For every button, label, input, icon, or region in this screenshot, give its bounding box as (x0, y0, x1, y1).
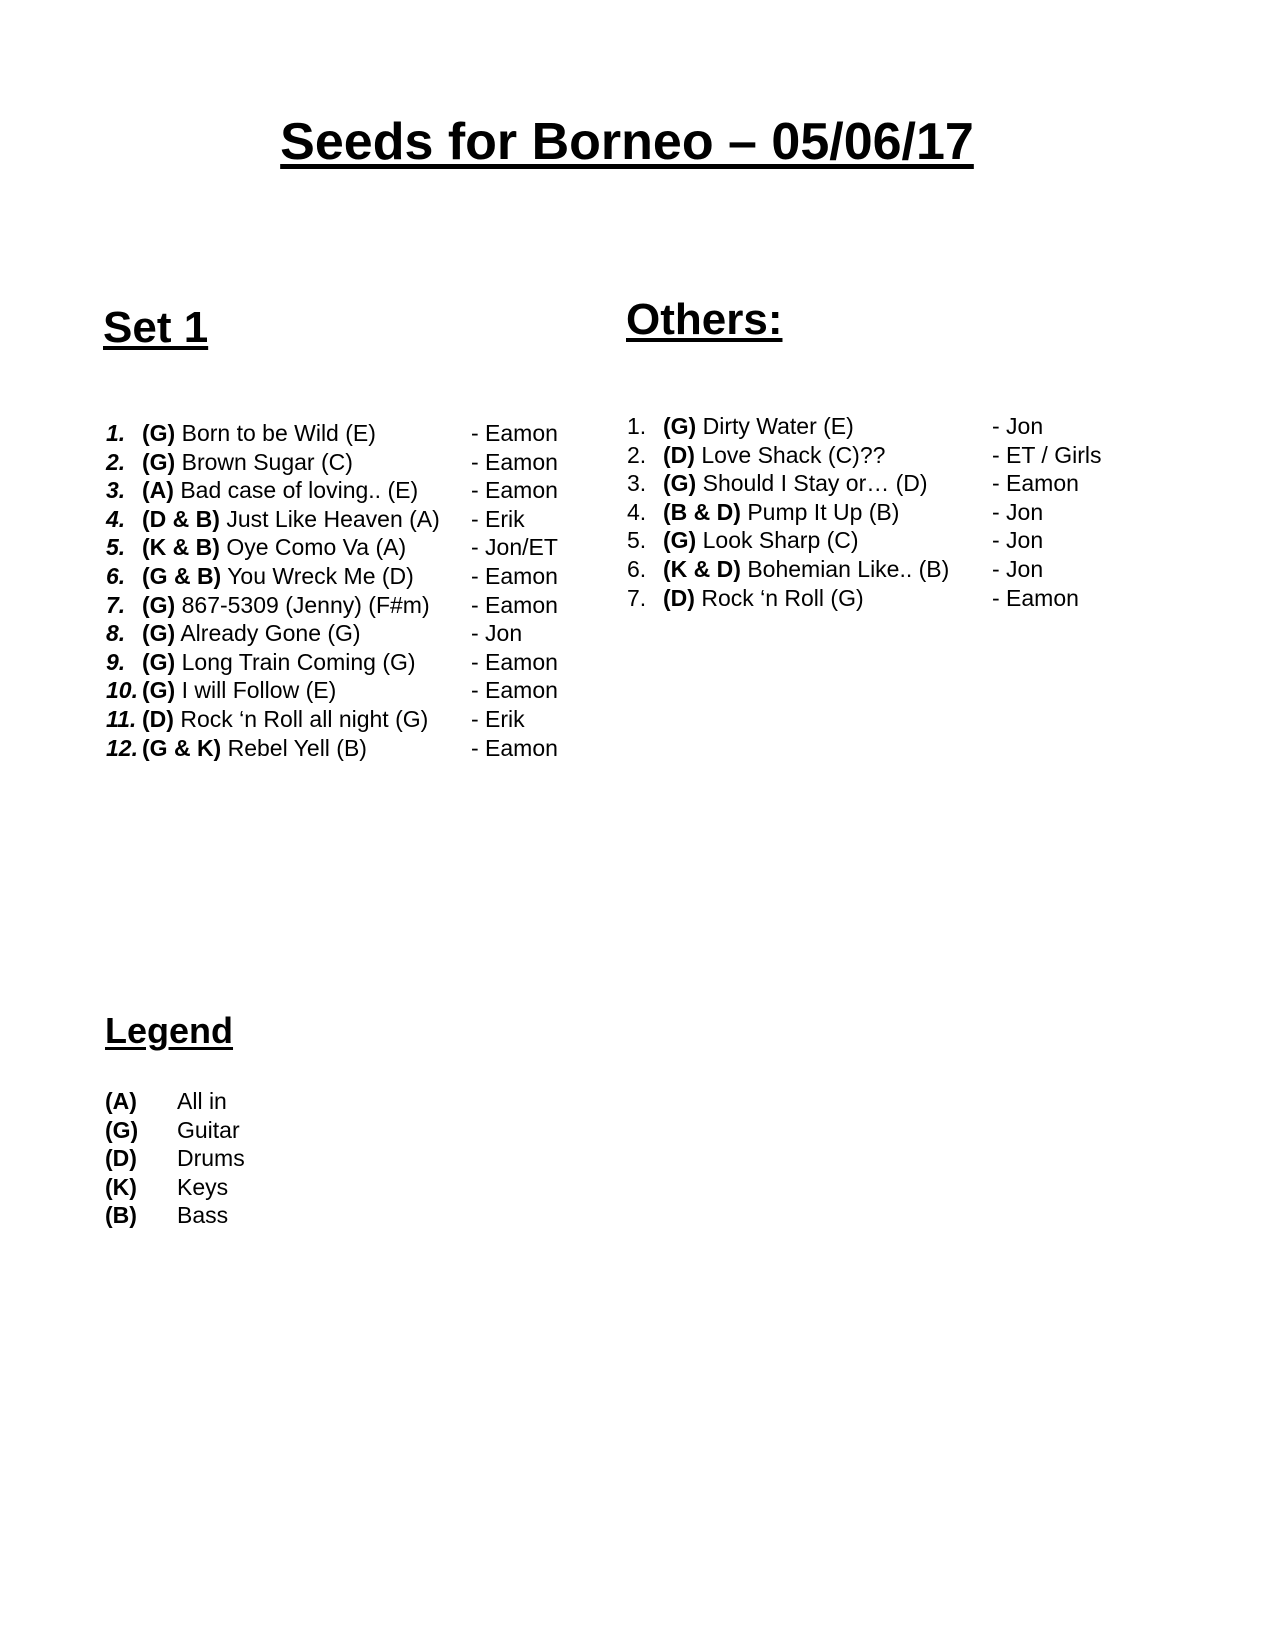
singer: - Eamon (471, 420, 558, 446)
singer: - ET / Girls (992, 441, 1102, 468)
instrument-code: (G) (663, 413, 697, 439)
song-name: You Wreck Me (D) (221, 562, 414, 589)
song-title (142, 705, 428, 733)
item-number: 3. (627, 470, 647, 497)
singer: - Eamon (471, 562, 558, 589)
song-name: Dirty Water (E) (696, 413, 854, 439)
instrument-code: (G) (142, 677, 176, 704)
song-title (663, 555, 949, 583)
song-title (663, 526, 859, 554)
legend-meaning: Bass (177, 1202, 229, 1229)
singer: - Eamon (992, 584, 1079, 611)
item-number: 6. (106, 562, 126, 589)
song-title (663, 584, 864, 612)
legend-code: (G) (105, 1116, 139, 1143)
set1-heading: Set 1 (103, 303, 209, 352)
song-title (663, 412, 854, 440)
song-name: Already Gone (G) (175, 620, 361, 647)
instrument-code: (G) (142, 420, 176, 446)
song-title (142, 734, 367, 762)
song-title (142, 619, 361, 647)
legend-code: (K) (105, 1173, 137, 1200)
song-name: Long Train Coming (G) (175, 648, 416, 675)
legend-meaning: Drums (177, 1145, 245, 1172)
singer: - Jon (471, 620, 523, 647)
item-number: 12. (106, 734, 138, 761)
song-title (142, 476, 418, 504)
instrument-code: (K & B) (142, 534, 220, 561)
instrument-code: (A) (142, 477, 174, 504)
item-number: 5. (106, 534, 126, 561)
item-number: 5. (627, 527, 647, 554)
song-name: Should I Stay or… (D) (696, 470, 928, 497)
item-number: 10. (106, 677, 138, 704)
instrument-code: (D) (663, 584, 695, 611)
singer: - Eamon (471, 648, 558, 675)
instrument-code: (G & K) (142, 734, 222, 761)
song-name: Look Sharp (C) (696, 527, 859, 554)
item-number: 8. (106, 620, 126, 647)
singer: - Eamon (471, 591, 558, 618)
singer: - Erik (471, 505, 525, 532)
instrument-code: (D) (142, 705, 174, 732)
item-number: 6. (627, 555, 647, 582)
song-name: Just Like Heaven (A) (219, 505, 440, 532)
item-number: 9. (106, 648, 126, 675)
song-title (142, 676, 336, 704)
item-number: 4. (627, 498, 647, 525)
item-number: 1. (627, 413, 647, 439)
singer: - Jon (992, 413, 1044, 439)
instrument-code: (G) (142, 620, 176, 647)
instrument-code: (G) (142, 448, 176, 475)
item-number: 7. (627, 584, 647, 611)
song-name: Rebel Yell (B) (221, 734, 367, 761)
song-title (142, 591, 430, 619)
instrument-code: (K & D) (663, 555, 741, 582)
others-heading: Others: (626, 295, 783, 344)
song-title (142, 448, 353, 476)
song-name: Love Shack (C)?? (694, 441, 886, 468)
instrument-code: (D & B) (142, 505, 220, 532)
singer: - Jon (992, 555, 1044, 582)
instrument-code: (G) (142, 591, 176, 618)
song-name: Rock ‘n Roll (G) (694, 584, 864, 611)
page-title: Seeds for Borneo – 05/06/17 (280, 113, 974, 171)
instrument-code: (G & B) (142, 562, 222, 589)
item-number: 2. (106, 448, 126, 475)
singer: - Eamon (471, 734, 558, 761)
item-number: 7. (106, 591, 126, 618)
singer: - Eamon (992, 470, 1079, 497)
singer: - Jon/ET (471, 534, 558, 561)
song-name: Born to be Wild (E) (175, 420, 376, 446)
instrument-code: (G) (663, 470, 697, 497)
item-number: 4. (106, 505, 126, 532)
item-number: 2. (627, 441, 647, 468)
singer: - Eamon (471, 677, 558, 704)
song-name: Rock ‘n Roll all night (G) (173, 705, 429, 732)
legend-code: (D) (105, 1145, 137, 1172)
legend-code: (B) (105, 1202, 137, 1229)
song-title (142, 562, 414, 590)
legend-meaning: Guitar (177, 1116, 240, 1143)
song-title (142, 505, 440, 533)
song-name: Brown Sugar (C) (175, 448, 353, 475)
item-number: 1. (106, 420, 126, 446)
song-name: Bohemian Like.. (B) (740, 555, 950, 582)
song-name: Pump It Up (B) (740, 498, 900, 525)
singer: - Eamon (471, 477, 558, 504)
song-name: 867-5309 (Jenny) (F#m) (175, 591, 430, 618)
song-title (663, 469, 928, 497)
song-name: I will Follow (E) (175, 677, 337, 704)
legend-meaning: Keys (177, 1173, 229, 1200)
song-title (663, 498, 899, 526)
legend-code: (A) (105, 1088, 137, 1114)
song-name: Bad case of loving.. (E) (173, 477, 419, 504)
song-name: Oye Como Va (A) (219, 534, 407, 561)
singer: - Jon (992, 527, 1044, 554)
song-title (142, 648, 416, 676)
singer: - Jon (992, 498, 1044, 525)
instrument-code: (B & D) (663, 498, 741, 525)
legend-meaning: All in (177, 1088, 227, 1114)
instrument-code: (G) (142, 648, 176, 675)
singer: - Erik (471, 705, 525, 732)
item-number: 11. (106, 705, 137, 732)
song-title (142, 533, 406, 561)
singer: - Eamon (471, 448, 558, 475)
song-title (142, 419, 376, 447)
instrument-code: (G) (663, 527, 697, 554)
instrument-code: (D) (663, 441, 695, 468)
item-number: 3. (106, 477, 126, 504)
legend-heading: Legend (105, 1010, 234, 1051)
song-title (663, 441, 885, 469)
